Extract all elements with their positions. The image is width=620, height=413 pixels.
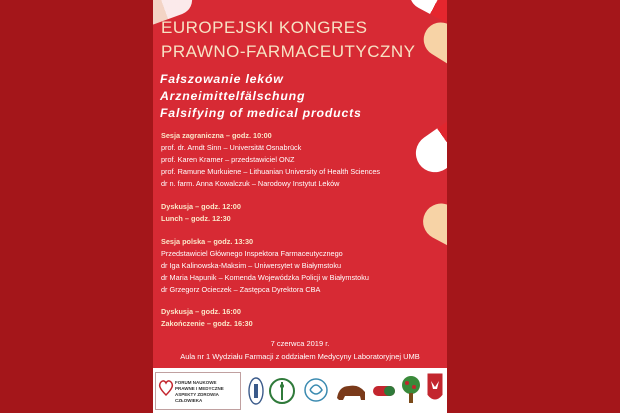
lunch: Lunch – godz. 12:30 [161,214,231,223]
subtitle-german: Arzneimittelfälschung [160,89,306,103]
session-foreign-heading: Sesja zagraniczna – godz. 10:00 [161,131,272,140]
event-venue: Aula nr 1 Wydziału Farmacji z oddziałem Medycyny Laboratoryjnej UMB [180,352,420,361]
event-date: 7 czerwca 2019 r. [270,339,330,348]
title-line-1: EUROPEJSKI KONGRES [161,18,368,37]
pharmacy-logo-icon [303,376,329,406]
speaker: dr Iga Kalinowska-Maksim – Uniwersytet w Białymstoku [161,261,342,270]
subtitle-english: Falsifying of medical products [160,106,362,120]
speaker: prof. dr. Arndt Sinn – Universität Osnabrück [161,143,302,152]
forum-logo-line-2: PRAWNE I MEDYCZNE [175,386,224,391]
medical-seal-icon [268,376,296,406]
pill-right-3 [417,197,447,263]
speaker: dr Grzegorz Ocieczek – Zastępca Dyrektora CBA [161,285,321,294]
forum-logo-line-3: ASPEKTY ZDROWIA CZŁOWIEKA [175,392,219,403]
pharmaceutical-logo-icon [371,380,397,402]
forum-logo-line-1: FORUM NAUKOWE [175,380,217,385]
pill-right-2 [408,108,447,179]
poster [153,0,447,413]
logo-strip [153,368,447,413]
subtitle-polish: Fałszowanie leków [160,72,284,86]
heart-icon [158,379,174,397]
speaker: Przedstawiciel Głównego Inspektora Farmaceutycznego [161,249,343,258]
speaker: dr n. farm. Anna Kowalczuk – Narodowy Instytut Leków [161,179,340,188]
session-polish-heading: Sesja polska – godz. 13:30 [161,237,254,246]
speaker: prof. Ramune Murkuiene – Lithuanian University of Health Sciences [161,167,381,176]
tree-logo-icon [399,374,423,406]
university-seal-icon [248,376,264,406]
forum-logo [155,372,241,410]
discussion-2: Dyskusja – godz. 16:00 [161,307,241,316]
discussion-1: Dyskusja – godz. 12:00 [161,202,241,211]
closing: Zakończenie – godz. 16:30 [161,319,253,328]
title-line-2: PRAWNO-FARMACEUTYCZNY [161,42,416,61]
speaker: prof. Karen Kramer – przedstawiciel ONZ [161,155,295,164]
bison-logo-icon [333,378,369,406]
speaker: dr Maria Hapunik – Komenda Wojewódzka Policji w Białymstoku [161,273,369,282]
coat-of-arms-icon [425,371,445,409]
